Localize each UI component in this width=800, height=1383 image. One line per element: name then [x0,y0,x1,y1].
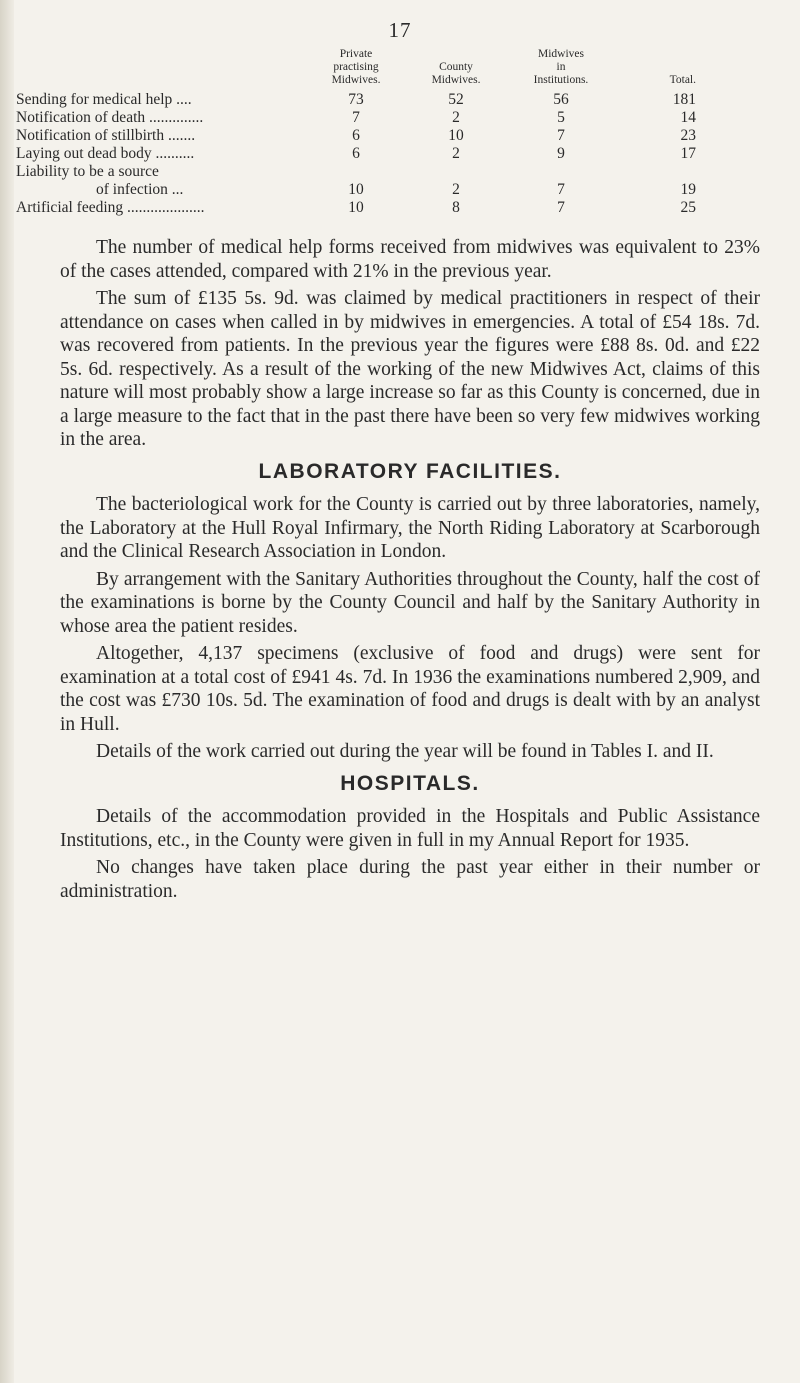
paragraph-specimens: Altogether, 4,137 specimens (exclusive of food and drugs) were sent for examination at a total cost of £941 4s. 7d. In 1936 the examinations numbered 2,909, and the cost was £730 10s. 5d. The examination of food and drugs is dealt with by an analyst in Hull. [60,643,760,735]
paragraph-medical-help-forms: The number of medical help forms received from midwives was equivalent to 23% of the cases attended, compared with 21% in the previous year. [60,237,760,282]
page-number: 17 [388,18,412,42]
paragraph-no-changes: No changes have taken place during the past year either in their number or administration. [60,857,760,902]
cell-institutions: 7 [557,180,565,198]
row-label: Laying out dead body .......... [16,144,195,162]
cell-private: 73 [348,90,364,108]
table-row [16,109,704,127]
cell-county: 2 [452,180,460,198]
cell-private: 6 [352,144,360,162]
table-row [16,199,704,217]
cell-total: 23 [680,126,696,144]
cell-institutions: 5 [557,108,565,126]
cell-private: 10 [348,180,364,198]
row-label: Artificial feeding .................... [16,198,205,216]
binding-edge [0,0,14,1383]
cell-private: 7 [352,108,360,126]
heading-hospitals: HOSPITALS. [340,771,480,795]
cell-county: 8 [452,198,460,216]
cell-private: 6 [352,126,360,144]
row-label-line1: Liability to be a source [16,162,159,180]
cell-private: 10 [348,198,364,216]
table-row [16,145,704,163]
table-header-blank [16,48,306,91]
cell-total: 17 [680,144,696,162]
col-header-county: County Midwives. [431,61,481,87]
cell-total: 14 [680,108,696,126]
table-row [16,163,704,199]
cell-total: 181 [672,90,696,108]
col-header-private: Private practising Midwives. [331,48,381,87]
row-label: Notification of death .............. [16,108,204,126]
col-header-total: Total. [669,74,696,87]
paragraph-tables-reference: Details of the work carried out during the year will be found in Tables I. and II. [96,741,714,762]
cell-total: 19 [680,180,696,198]
table-row [16,127,704,145]
cell-county: 10 [448,126,464,144]
paragraph-hospital-accommodation: Details of the accommodation provided in the Hospitals and Public Assistance Institutions, etc., in the County were given in full in my Annual Report for 1935. [60,806,760,851]
table-header-row [16,48,704,91]
row-label-line2: of infection ... [96,180,184,198]
cell-institutions: 7 [557,198,565,216]
cell-institutions: 9 [557,144,565,162]
row-label: Sending for medical help .... [16,90,192,108]
cell-total: 25 [680,198,696,216]
midwife-statistics-table [16,48,704,217]
cell-county: 2 [452,144,460,162]
cell-county: 52 [448,90,464,108]
paragraph-medical-fees: The sum of £135 5s. 9d. was claimed by medical practitioners in respect of their attendance on cases when called in by midwives in emergencies. A total of £54 18s. 7d. was recovered from patients. In the previous year the figures were £88 8s. 0d. and £22 5s. 6d. respectively. As a result of the working of the new Midwives Act, claims of this nature will most probably show a large increase so far as this County is concerned, due in a large measure to the fact that in the past there have been so very few midwives working in the area. [60,288,760,450]
cell-institutions: 56 [553,90,569,108]
row-label: Notification of stillbirth ....... [16,126,196,144]
body-text [60,236,760,907]
heading-laboratory-facilities: LABORATORY FACILITIES. [258,459,562,483]
cell-county: 2 [452,108,460,126]
paragraph-cost-sharing: By arrangement with the Sanitary Authorities throughout the County, half the cost of the examinations is borne by the County Council and half by the Sanitary Authority in whose area the patient resides. [60,568,760,637]
paragraph-laboratories: The bacteriological work for the County is carried out by three laboratories, namely, the Laboratory at the Hull Royal Infirmary, the North Riding Laboratory at Scarborough and the Clinical Research Association in London. [60,494,760,562]
table-row [16,91,704,109]
col-header-institutions: Midwives in Institutions. [533,48,589,87]
row-label [16,163,306,199]
cell-institutions: 7 [557,126,565,144]
